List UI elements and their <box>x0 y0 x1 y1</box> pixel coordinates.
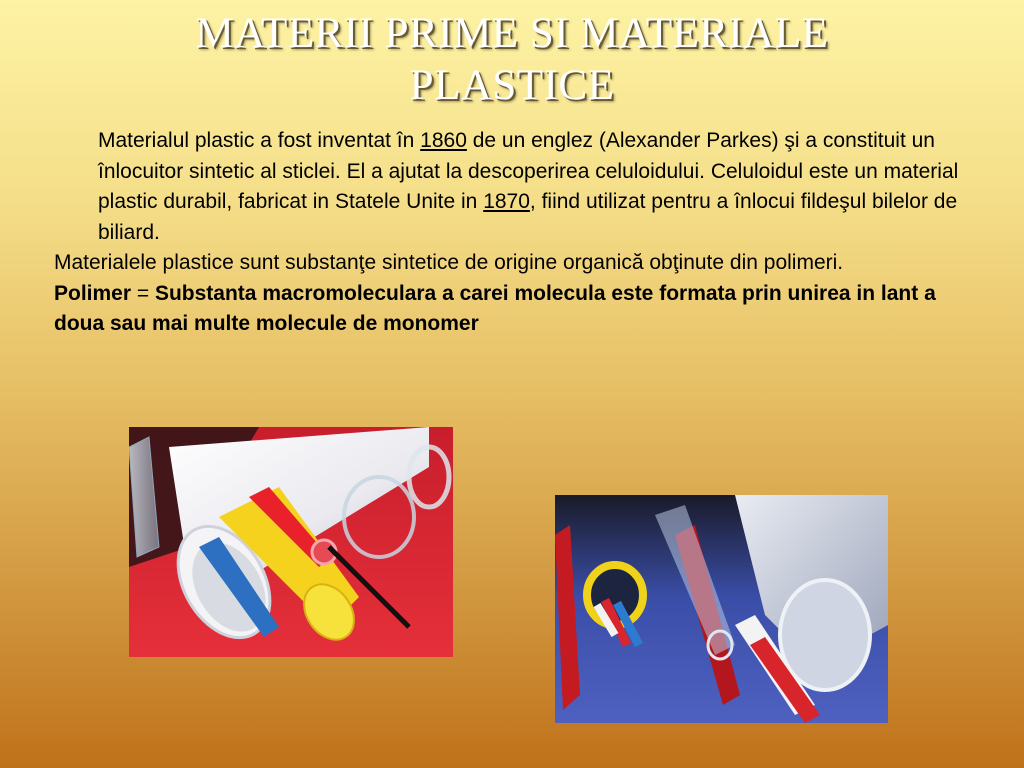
paragraph-history <box>54 126 984 248</box>
paragraph-definition-plastics: Materialele plastice sunt substanţe sintetice de origine organică obţinute din polimeri. <box>54 251 844 274</box>
history-text-2: de un englez (Alexander Parkes) şi a constituit un înlocuitor sintetic al sticlei. El a ajutat la descoperirea celuloidului. Celuloidul este un material plastic durabil, fabricat in Statele Unite in <box>98 129 959 213</box>
history-text-1: Materialul plastic a fost inventat în <box>98 129 421 152</box>
plastic-tubes-red-illustration <box>129 427 453 657</box>
slide-title: MATERII PRIME SI MATERIALE PLASTICE <box>195 10 829 109</box>
polymer-equals: = <box>131 281 155 305</box>
year-1870-link[interactable]: 1870 <box>483 190 530 213</box>
paragraph-polymer <box>54 279 984 340</box>
history-text-3: , fiind utilizat pentru a înlocui fildeşul bilelor de biliard. <box>98 190 958 244</box>
plastic-profiles-blue-background-photo <box>555 495 888 723</box>
polymer-definition: Substanta macromoleculara a carei molecula este formata prin unirea in lant a doua sau mai multe molecule de monomer <box>54 281 936 335</box>
plastic-profiles-blue-illustration <box>555 495 888 723</box>
polymer-term: Polimer <box>54 281 132 305</box>
year-1860-link[interactable]: 1860 <box>420 129 467 152</box>
plastic-tubes-red-background-photo <box>129 427 453 657</box>
slide-body <box>54 126 984 340</box>
